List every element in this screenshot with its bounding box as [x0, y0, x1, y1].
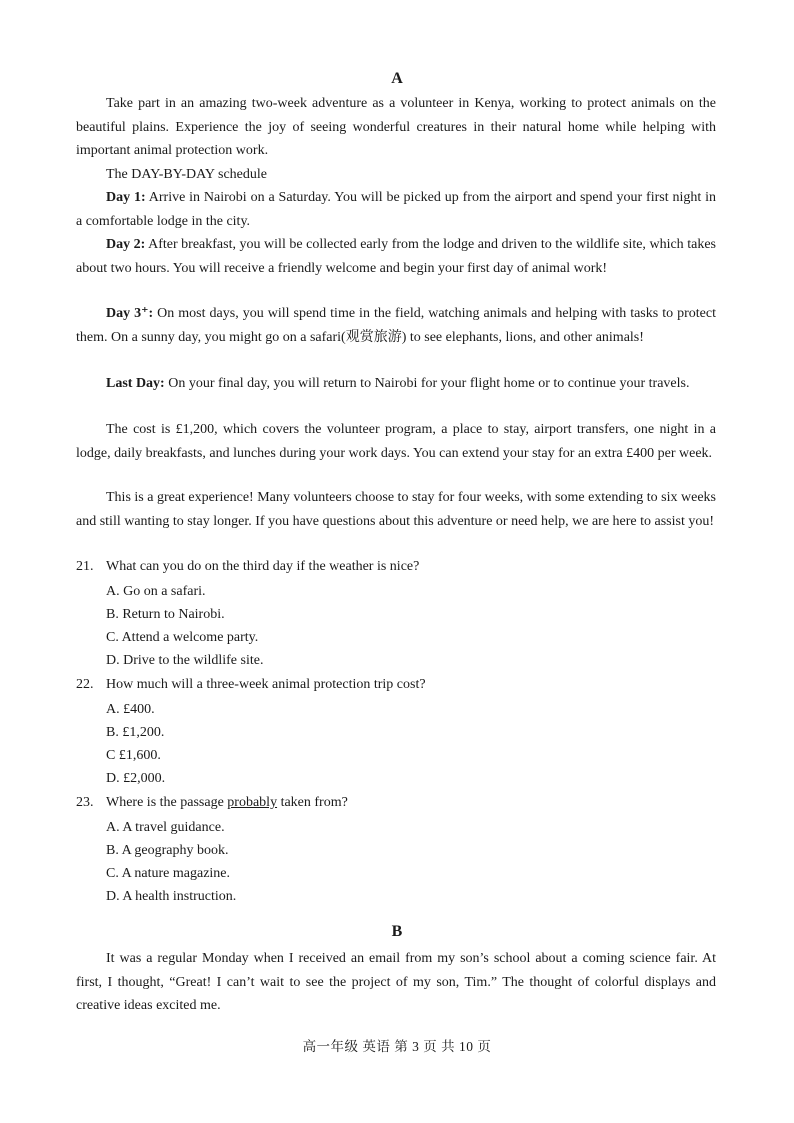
schedule-heading: The DAY-BY-DAY schedule	[106, 167, 267, 182]
day3-label: Day 3⁺:	[106, 306, 154, 321]
question-23	[76, 791, 716, 814]
option-22-a[interactable]: A. £400.	[106, 702, 155, 717]
closing-paragraph: This is a great experience! Many volunteers choose to stay for four weeks, with some extending to six weeks and still wanting to stay longer. If you have questions about this adventure or need help, we are here to assist you!	[76, 490, 716, 529]
option-21-a[interactable]: A. Go on a safari.	[106, 584, 206, 599]
option-23-c[interactable]: C. A nature magazine.	[106, 866, 231, 881]
last-day-label: Last Day:	[106, 376, 165, 391]
last-day-paragraph	[76, 372, 716, 396]
section-b-title: B	[391, 923, 403, 940]
question-text: How much will a three-week animal protection trip cost?	[106, 677, 426, 692]
section-a-intro: Take part in an amazing two-week adventure as a volunteer in Kenya, working to protect animals on the beautiful plains. Experience the joy of seeing wonderful creatures in their natural home while helping with important animal protection work.	[76, 96, 716, 158]
page-footer: 高一年级 英语 第 3 页 共 10 页	[302, 1039, 492, 1054]
cost-paragraph: The cost is £1,200, which covers the volunteer program, a place to stay, airport transfers, one night in a lodge, daily breakfasts, and lunches during your work days. You can extend your stay for an extra £400 per week.	[76, 422, 716, 461]
question-text-after: taken from?	[277, 795, 348, 810]
option-23-d[interactable]: D. A health instruction.	[106, 889, 237, 904]
day2-text: After breakfast, you will be collected early from the lodge and driven to the wildlife site, which takes about two hours. You will receive a friendly welcome and begin your first day of animal work!	[76, 237, 716, 276]
question-number: 22.	[76, 677, 94, 692]
question-text-underlined: probably	[227, 795, 278, 810]
question-number: 23.	[76, 795, 94, 810]
option-21-c[interactable]: C. Attend a welcome party.	[106, 630, 259, 645]
question-21	[76, 555, 716, 578]
day1-label: Day 1:	[106, 190, 146, 205]
question-text: What can you do on the third day if the weather is nice?	[106, 559, 420, 574]
day2-label: Day 2:	[106, 237, 146, 252]
section-b-paragraph: It was a regular Monday when I received an email from my son’s school about a coming science fair. At first, I thought, “Great! I can’t wait to see the project of my son, Tim.” The thought of colorful displays and creative ideas excited me.	[76, 951, 716, 1013]
day1-text: Arrive in Nairobi on a Saturday. You will be picked up from the airport and spend your first night in a comfortable lodge in the city.	[76, 190, 716, 229]
option-22-b[interactable]: B. £1,200.	[106, 725, 165, 740]
option-22-c[interactable]: C £1,600.	[106, 748, 161, 763]
day2-paragraph	[76, 233, 716, 280]
option-23-a[interactable]: A. A travel guidance.	[106, 820, 225, 835]
day3-paragraph	[76, 302, 716, 349]
day3-text: On most days, you will spend time in the field, watching animals and helping with tasks to protect them. On a sunny day, you might go on a safari(观赏旅游) to see elephants, lions, and other animals!	[76, 306, 716, 345]
option-21-d[interactable]: D. Drive to the wildlife site.	[106, 653, 264, 668]
last-day-text: On your final day, you will return to Nairobi for your flight home or to continue your travels.	[164, 376, 690, 391]
option-22-d[interactable]: D. £2,000.	[106, 771, 166, 786]
question-text-before: Where is the passage	[106, 795, 228, 810]
option-21-b[interactable]: B. Return to Nairobi.	[106, 607, 225, 622]
section-a-title: A	[391, 70, 403, 87]
option-23-b[interactable]: B. A geography book.	[106, 843, 229, 858]
day1-paragraph	[76, 186, 716, 233]
question-22	[76, 673, 716, 696]
question-number: 21.	[76, 559, 94, 574]
